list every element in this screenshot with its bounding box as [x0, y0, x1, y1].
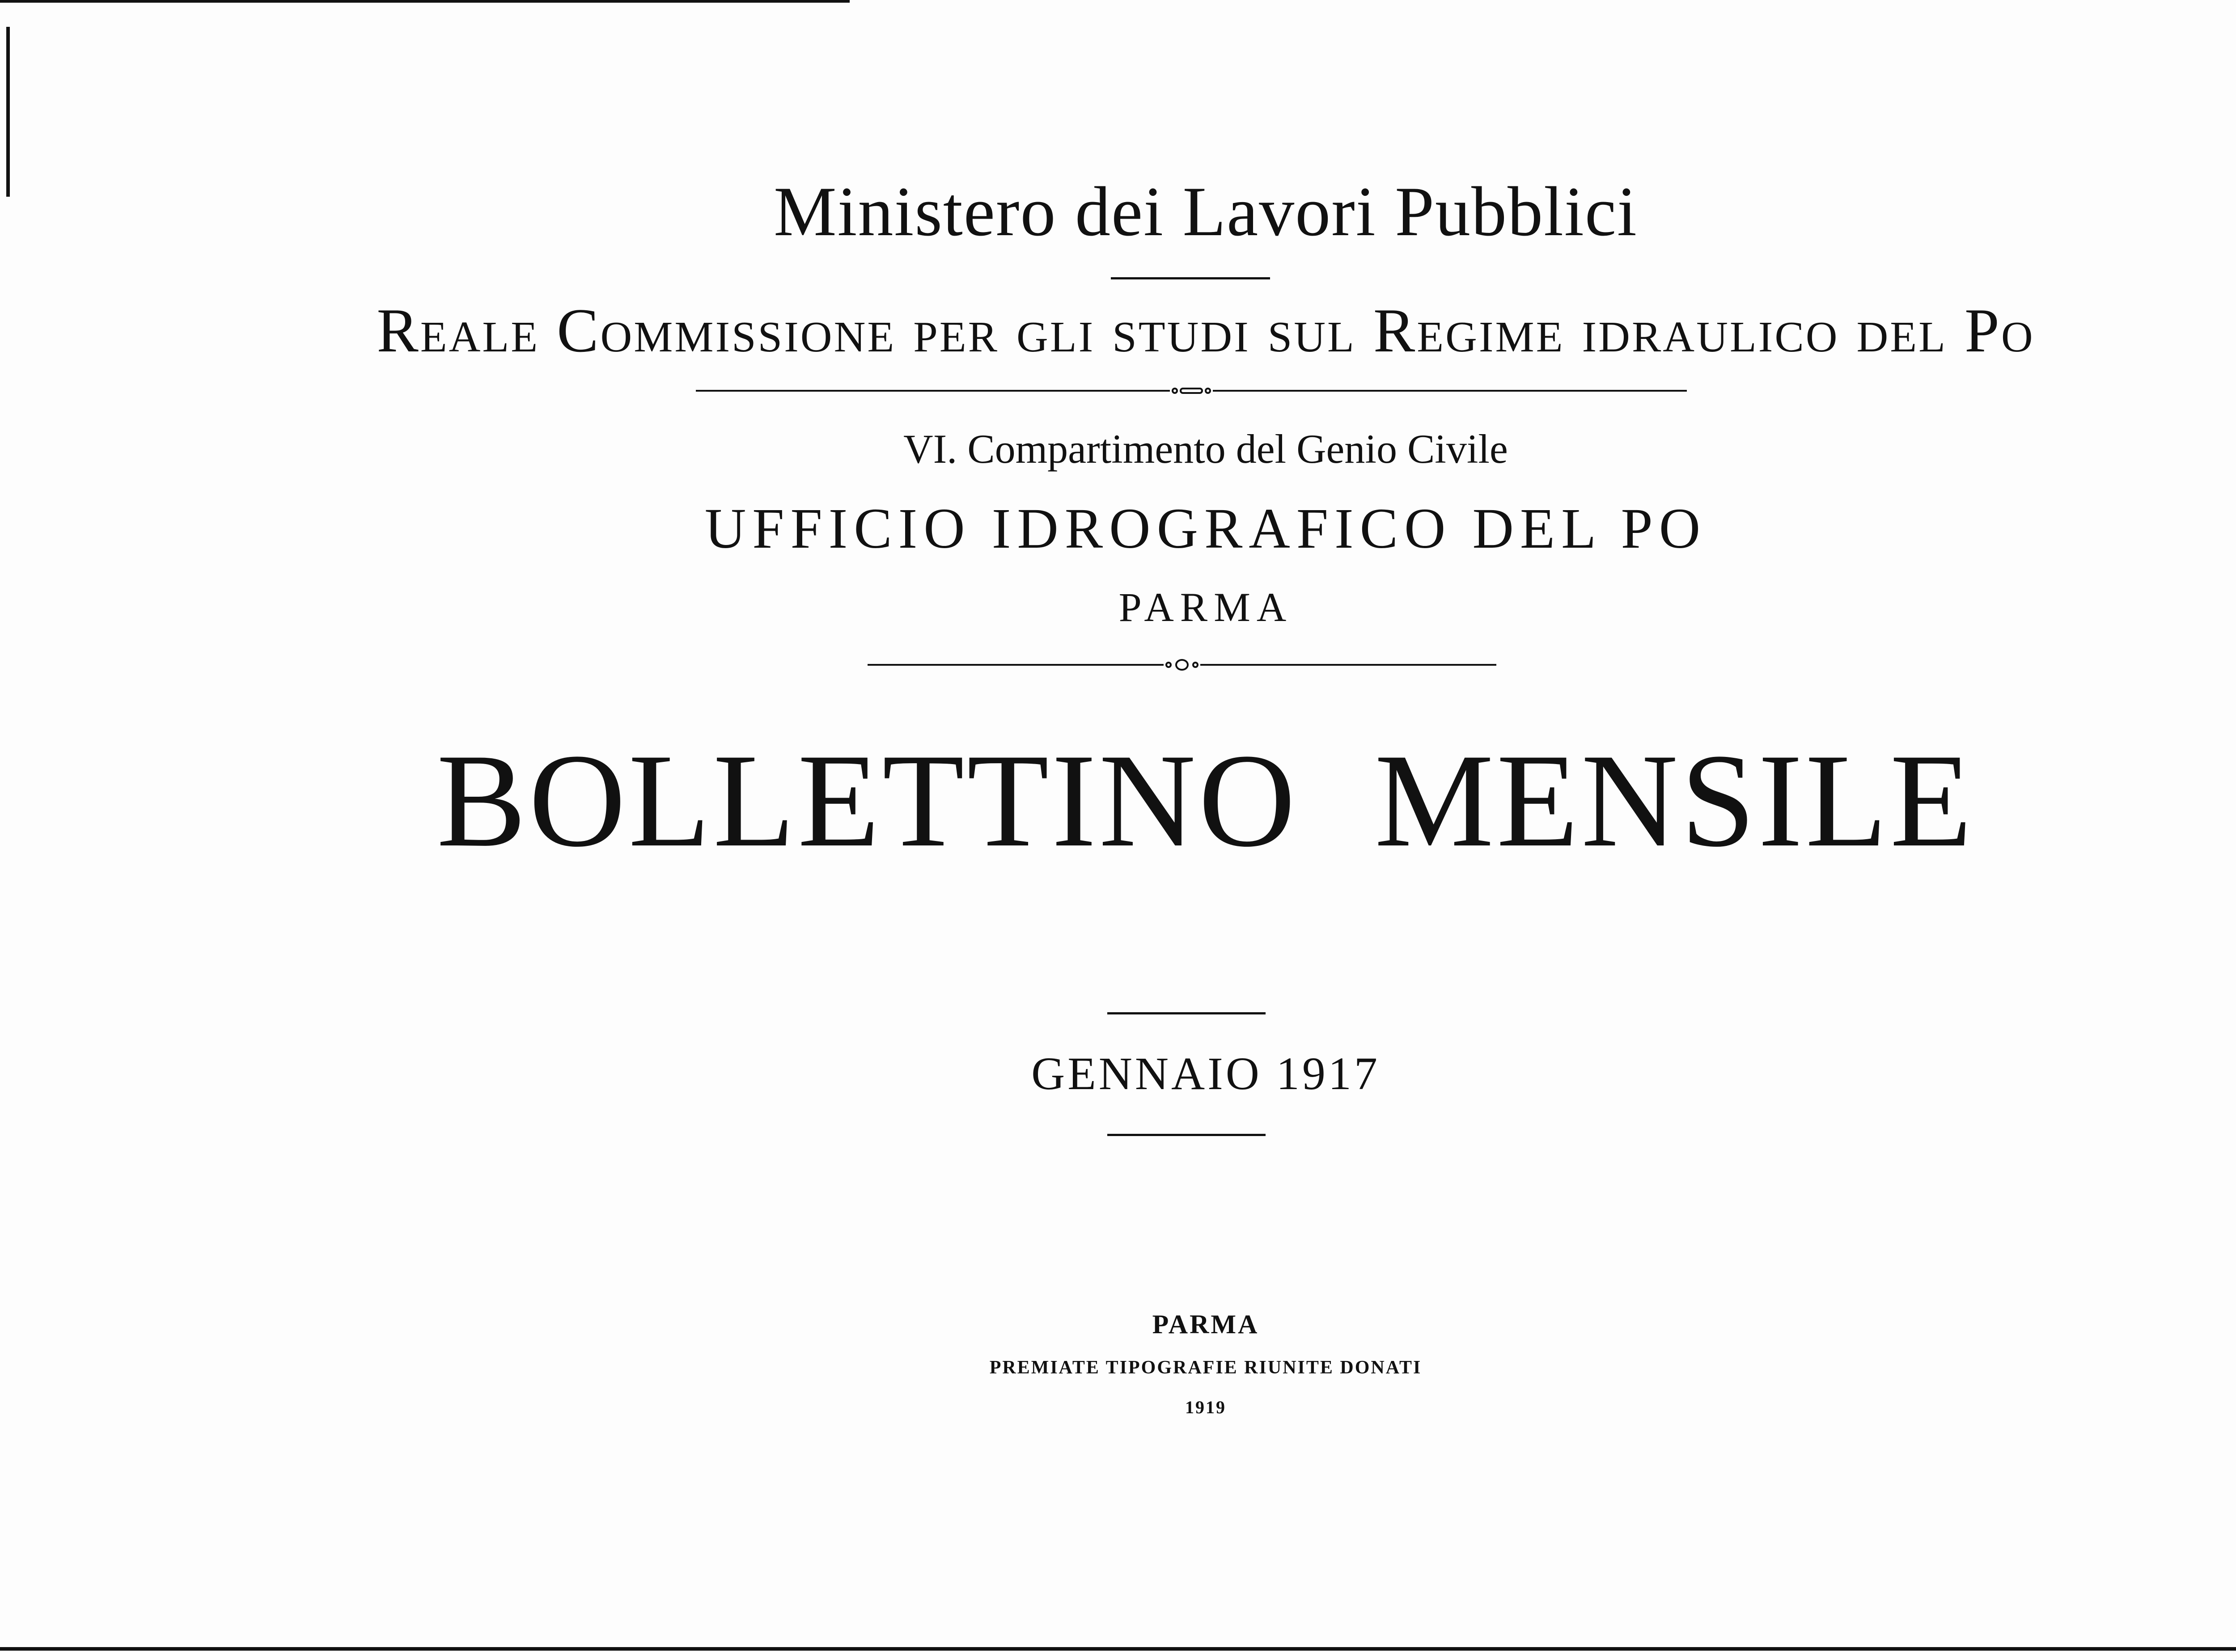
rule-below-issue — [1107, 1134, 1266, 1136]
rule-above-issue — [1107, 1012, 1266, 1014]
imprint-year: 1919 — [1185, 1397, 1226, 1417]
issue-date: GENNAIO 1917 — [1031, 1048, 1380, 1099]
rule-under-ministry — [1111, 277, 1270, 279]
bottom-border — [0, 1647, 2236, 1651]
city-heading: PARMA — [1118, 584, 1293, 630]
office-heading: UFFICIO IDROGRAFICO DEL PO — [704, 497, 1707, 560]
ministry-heading: Ministero dei Lavori Pubblici — [774, 173, 1638, 251]
ornament-rule-2 — [841, 658, 1523, 672]
left-border — [6, 27, 10, 197]
imprint-city: PARMA — [1152, 1310, 1259, 1339]
ornament-rule-1 — [682, 386, 1700, 395]
compartment-heading: VI. Compartimento del Genio Civile — [903, 426, 1508, 472]
top-border — [0, 0, 850, 3]
imprint-printer: PREMIATE TIPOGRAFIE RIUNITE DONATI — [989, 1357, 1422, 1378]
bulletin-title: BOLLETTINO MENSILE — [436, 726, 1975, 875]
commission-heading: Reale Commissione per gli studi sul Regime idraulico del Po — [377, 296, 2035, 365]
